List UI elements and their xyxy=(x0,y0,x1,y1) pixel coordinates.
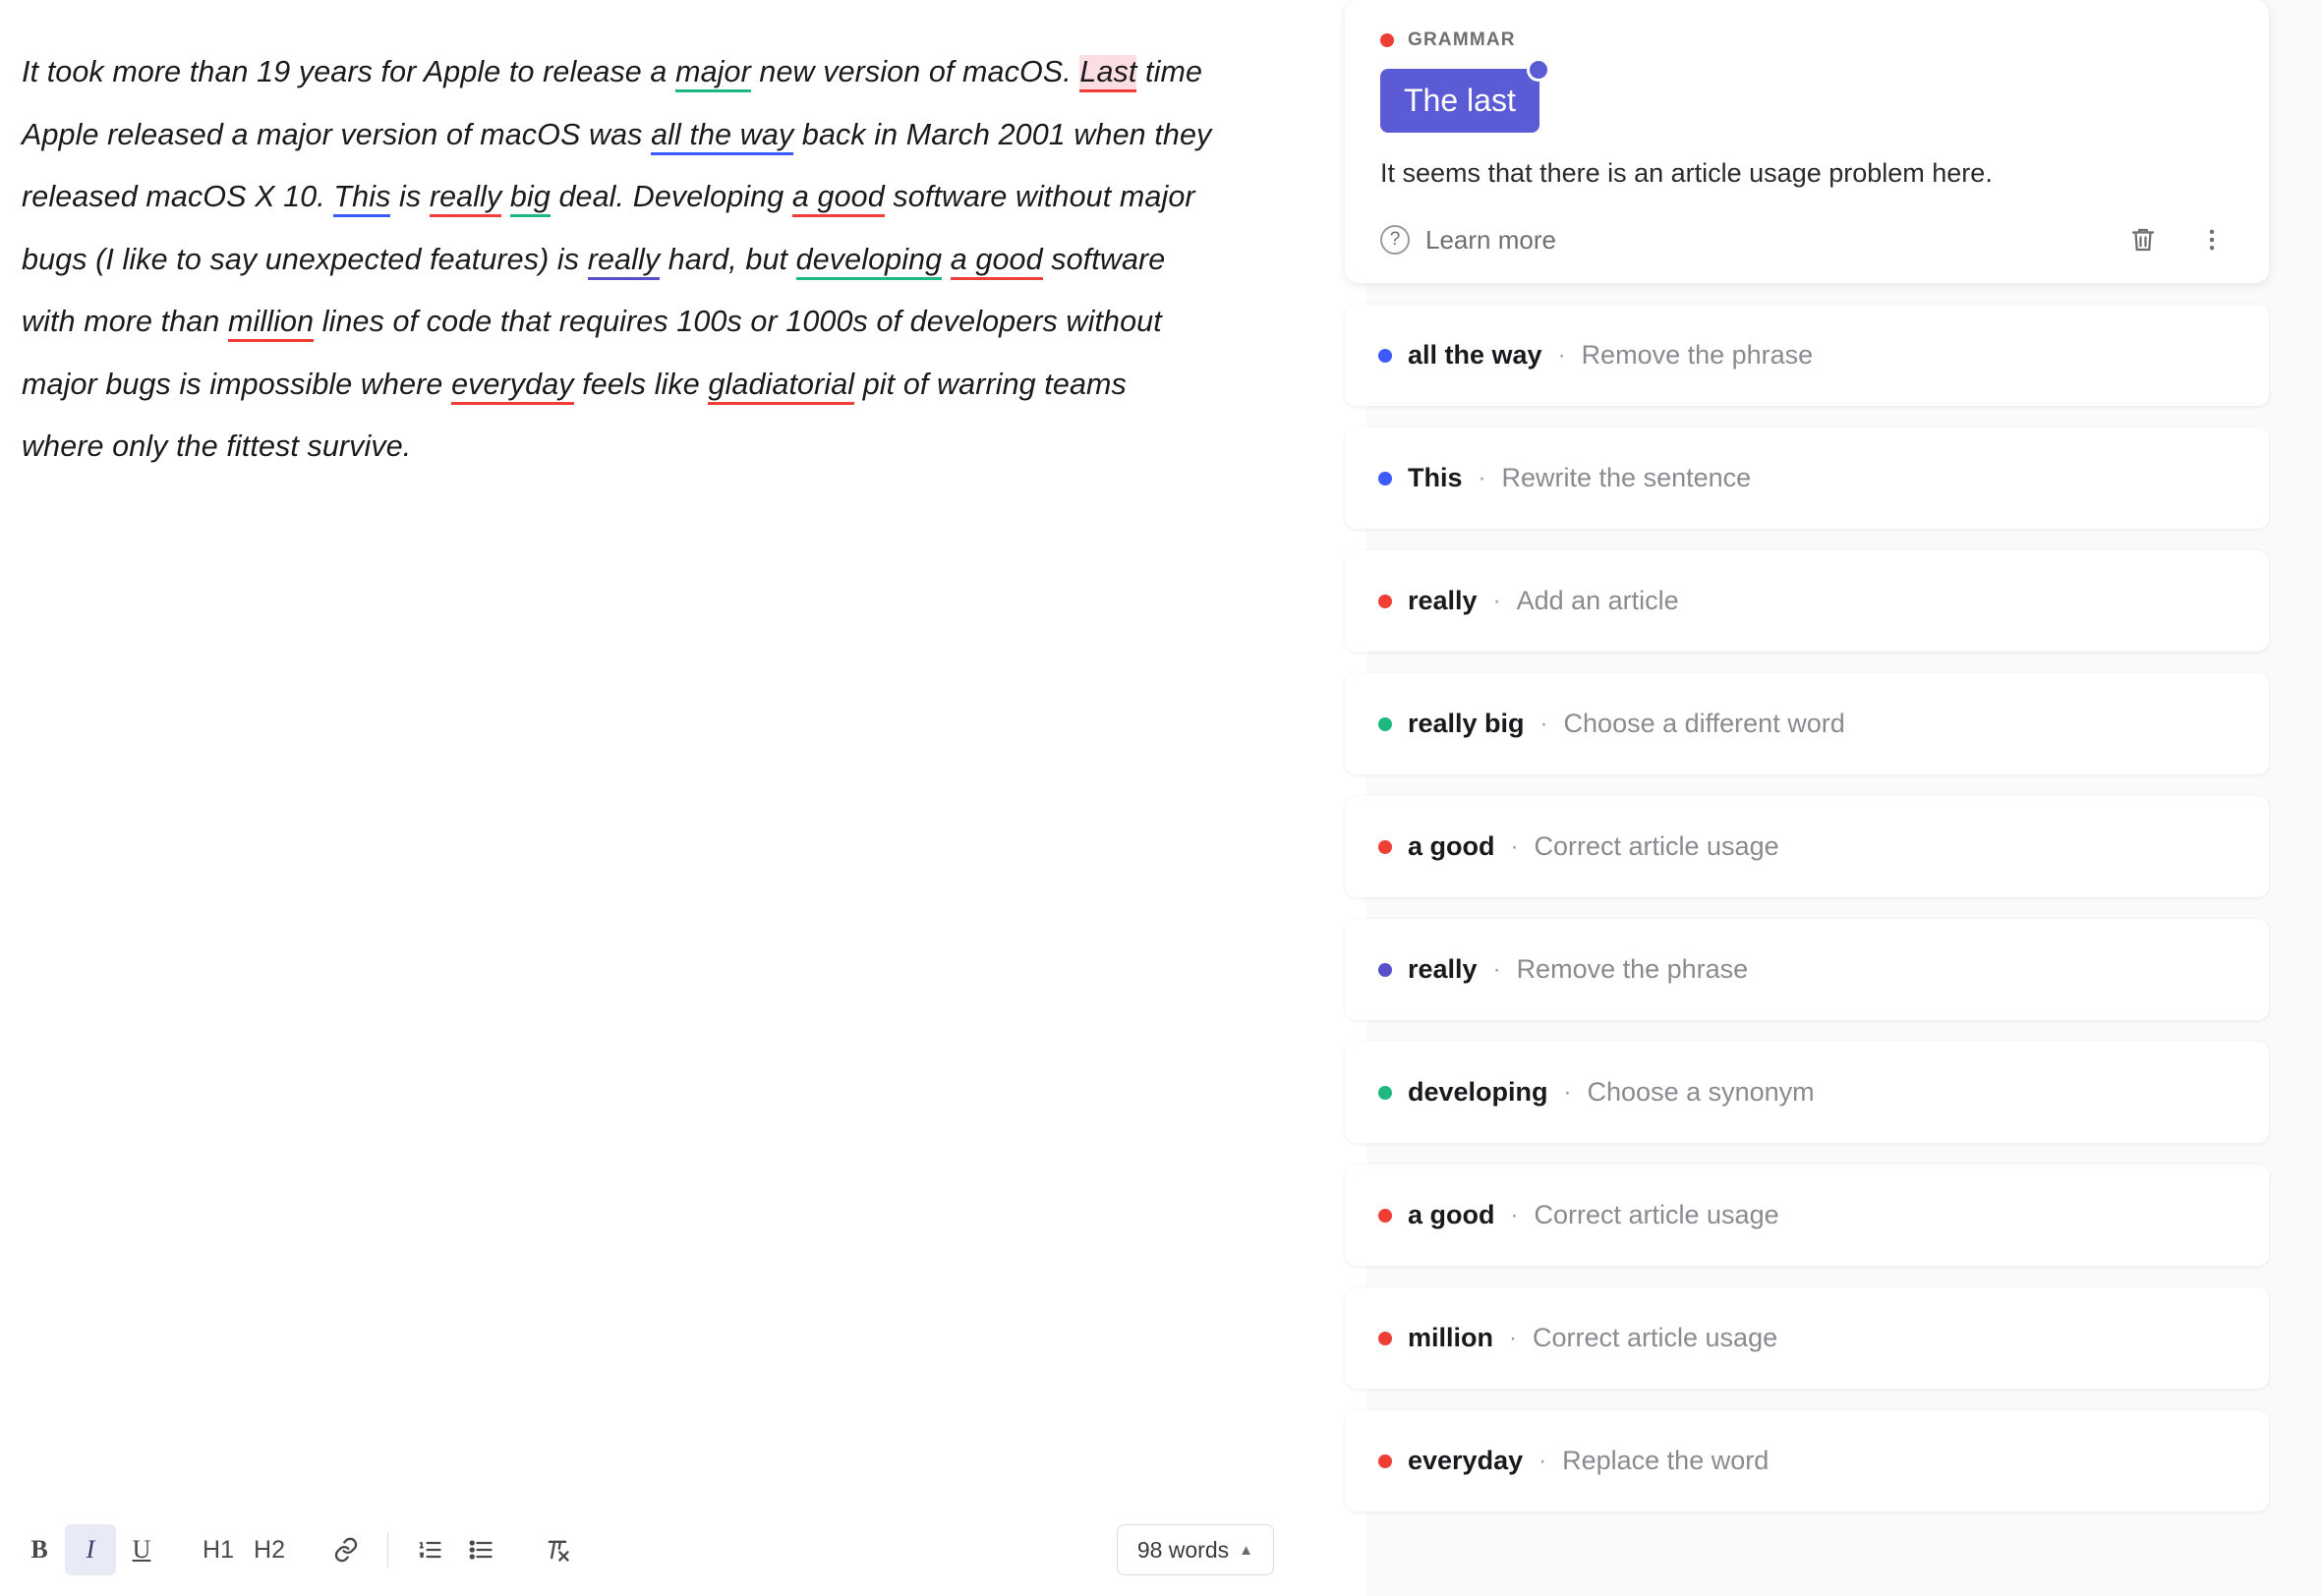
suggestion-action: Correct article usage xyxy=(1533,1323,1778,1352)
highlighted-text[interactable]: gladiatorial xyxy=(708,368,854,405)
document-text: software with more than xyxy=(22,242,1166,338)
kebab-menu-icon[interactable] xyxy=(2190,218,2234,261)
ordered-list-icon[interactable] xyxy=(404,1524,455,1575)
word-count-button[interactable] xyxy=(1117,1524,1274,1575)
suggestion-word: everyday xyxy=(1408,1446,1524,1475)
highlighted-text[interactable]: million xyxy=(228,305,314,342)
suggestion-action: Remove the phrase xyxy=(1581,340,1814,370)
highlighted-text[interactable]: This xyxy=(333,180,390,217)
document-text xyxy=(501,180,510,213)
suggestion-separator: · xyxy=(1510,832,1519,860)
suggestion-separator: · xyxy=(1538,1447,1547,1474)
suggestion-type-dot-icon xyxy=(1378,1086,1392,1100)
highlighted-text[interactable]: a good xyxy=(792,180,885,217)
suggestion-word: developing xyxy=(1408,1077,1548,1107)
replacement-text: The last xyxy=(1404,83,1516,118)
suggestion-action: Remove the phrase xyxy=(1516,954,1749,984)
clear-formatting-icon[interactable] xyxy=(532,1524,583,1575)
suggestion-separator: · xyxy=(1557,341,1566,369)
suggestion-card[interactable] xyxy=(1345,1165,2269,1266)
suggestion-action: Correct article usage xyxy=(1534,831,1779,861)
formatting-toolbar xyxy=(0,1504,1366,1596)
suggestion-card[interactable] xyxy=(1345,919,2269,1020)
heading1-button[interactable]: H1 xyxy=(203,1535,234,1564)
suggestion-type-dot-icon xyxy=(1378,1209,1392,1223)
bullet-list-icon[interactable] xyxy=(455,1524,506,1575)
suggestion-type-dot-icon xyxy=(1378,349,1392,363)
suggestion-action: Add an article xyxy=(1516,586,1679,615)
link-icon[interactable] xyxy=(320,1524,372,1575)
suggestion-action: Choose a synonym xyxy=(1587,1077,1815,1107)
suggestion-separator: · xyxy=(1492,955,1501,983)
suggestion-type-dot-icon xyxy=(1378,595,1392,608)
document-text: is xyxy=(390,180,430,213)
category-label: GRAMMAR xyxy=(1408,29,1516,50)
document-text: lines of code that requires 100s or 1000s of developers without major bugs is impossible where xyxy=(22,305,1162,401)
card-category-row xyxy=(1380,29,2234,51)
document-editor[interactable] xyxy=(22,41,1216,479)
document-text: hard, but xyxy=(660,242,796,276)
suggestion-card[interactable] xyxy=(1345,1287,2269,1389)
toolbar-divider xyxy=(387,1532,388,1568)
underline-button[interactable]: U xyxy=(132,1535,151,1564)
suggestion-action: Rewrite the sentence xyxy=(1501,463,1752,492)
word-count-label: 98 words xyxy=(1136,1536,1230,1563)
document-text: It took more than 19 years for Apple to release a xyxy=(22,55,676,88)
trash-icon[interactable] xyxy=(2121,218,2165,261)
suggestion-type-dot-icon xyxy=(1378,472,1392,485)
chevron-up-icon: ▲ xyxy=(1239,1541,1253,1559)
suggestion-word: million xyxy=(1408,1323,1493,1352)
suggestion-word: This xyxy=(1408,463,1463,492)
suggestion-separator: · xyxy=(1478,464,1486,491)
highlighted-text[interactable]: a good xyxy=(951,243,1043,280)
suggestions-pane xyxy=(1366,0,2322,1596)
suggestion-word: really big xyxy=(1408,709,1525,738)
suggestion-type-dot-icon xyxy=(1378,840,1392,854)
highlighted-text[interactable]: really xyxy=(430,180,501,217)
document-text: new version of macOS. xyxy=(750,55,1080,88)
highlighted-text[interactable]: everyday xyxy=(451,368,574,405)
suggestion-card[interactable] xyxy=(1345,1042,2269,1143)
suggestion-card[interactable] xyxy=(1345,796,2269,897)
suggestion-word: really xyxy=(1408,954,1478,984)
bold-button[interactable]: B xyxy=(30,1535,48,1564)
document-text: deal. Developing xyxy=(550,180,792,213)
suggestion-action: Choose a different word xyxy=(1563,709,1845,738)
chip-handle-icon xyxy=(1527,58,1550,82)
highlighted-text[interactable]: major xyxy=(675,55,751,92)
italic-button[interactable]: I xyxy=(65,1524,116,1575)
suggestion-list xyxy=(1345,305,2269,1533)
suggestion-word: a good xyxy=(1408,831,1495,861)
suggestion-separator: · xyxy=(1563,1078,1572,1106)
suggestion-action: Correct article usage xyxy=(1534,1200,1779,1229)
suggestion-card[interactable] xyxy=(1345,673,2269,774)
suggestion-word: a good xyxy=(1408,1200,1495,1229)
suggestion-word: all the way xyxy=(1408,340,1542,370)
question-mark-icon: ? xyxy=(1380,225,1410,255)
suggestion-separator: · xyxy=(1539,710,1548,737)
heading2-button[interactable]: H2 xyxy=(254,1535,285,1564)
card-footer xyxy=(1380,218,2234,261)
suggestion-card[interactable] xyxy=(1345,1410,2269,1511)
highlighted-text[interactable]: developing xyxy=(796,243,943,280)
document-text: pit of warring teams where only the fittest survive. xyxy=(22,367,1127,463)
document-text: software without major bugs (I like to say unexpected features) is xyxy=(22,180,1195,276)
highlighted-text[interactable]: really xyxy=(588,243,660,280)
suggestion-type-dot-icon xyxy=(1378,963,1392,977)
suggestion-card[interactable] xyxy=(1345,305,2269,406)
suggestion-card[interactable] xyxy=(1345,428,2269,529)
suggestion-action: Replace the word xyxy=(1562,1446,1770,1475)
suggestion-type-dot-icon xyxy=(1378,1332,1392,1345)
document-text: back in March 2001 when they released macOS X 10. xyxy=(22,117,1212,213)
document-text: time Apple released a major version of macOS was xyxy=(22,55,1203,151)
suggestion-card[interactable] xyxy=(1345,550,2269,652)
category-dot-icon xyxy=(1380,33,1394,47)
replacement-chip[interactable] xyxy=(1380,69,1539,133)
highlighted-text[interactable]: big xyxy=(510,180,551,217)
suggestion-type-dot-icon xyxy=(1378,717,1392,731)
suggestion-separator: · xyxy=(1509,1324,1517,1351)
suggestion-separator: · xyxy=(1492,587,1501,614)
document-text: feels like xyxy=(573,367,709,401)
suggestion-detail-card[interactable] xyxy=(1345,0,2269,283)
suggestion-description: It seems that there is an article usage problem here. xyxy=(1380,158,1993,188)
document-text xyxy=(942,243,951,276)
suggestion-separator: · xyxy=(1510,1201,1519,1228)
suggestion-type-dot-icon xyxy=(1378,1454,1392,1468)
highlighted-text[interactable]: all the way xyxy=(651,118,793,155)
highlighted-text[interactable]: Last xyxy=(1079,55,1136,92)
learn-more-label: Learn more xyxy=(1425,224,1556,255)
learn-more-link[interactable] xyxy=(1380,225,1556,256)
suggestion-word: really xyxy=(1408,586,1478,615)
